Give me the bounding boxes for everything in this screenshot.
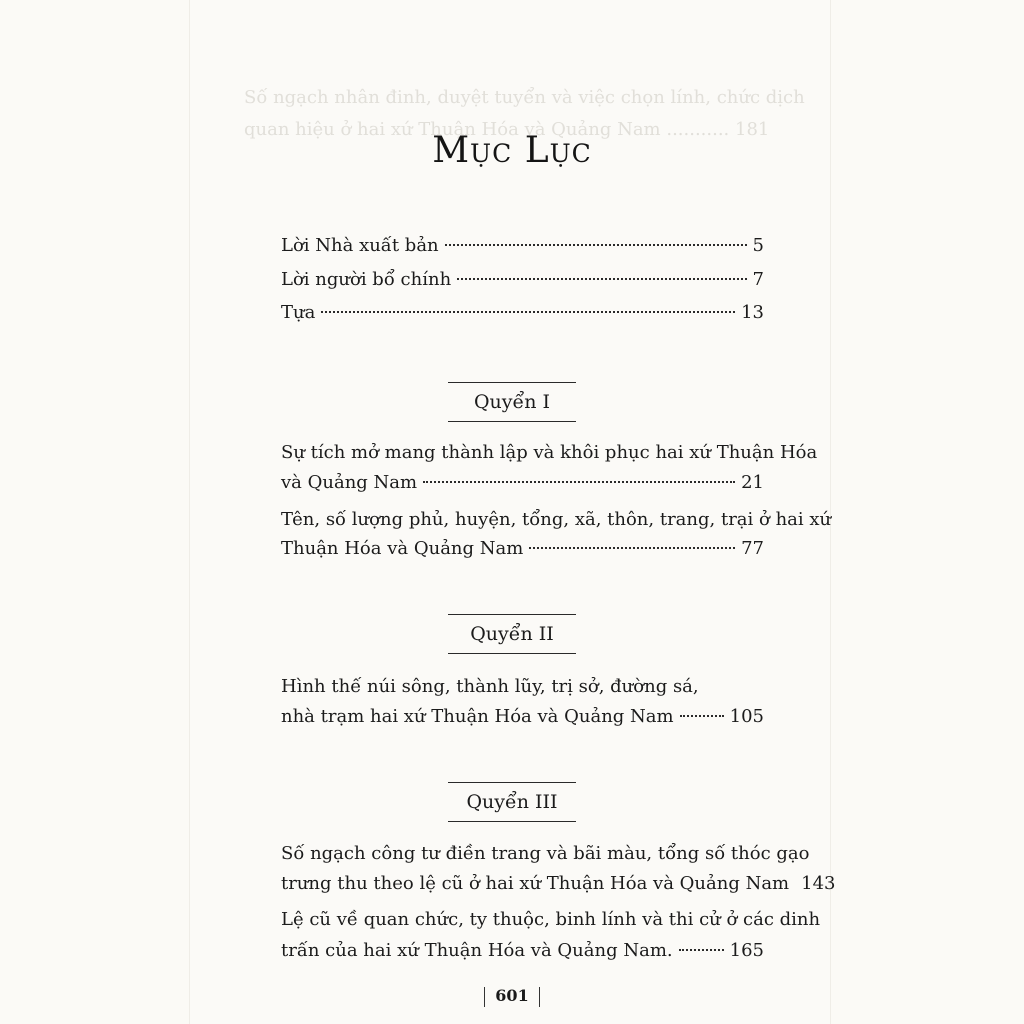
toc-entry-label: và Quảng Nam [281,472,418,493]
dot-leader [680,714,724,717]
section-heading [0,782,1024,822]
page-number-text: 601 [495,986,529,1005]
toc-entry-page: 77 [741,538,764,559]
toc-entry [281,935,764,967]
toc-entry [281,533,764,565]
toc-entry-page: 5 [752,235,764,256]
toc-entry-label: Thuận Hóa và Quảng Nam [281,538,524,559]
section-rule-bottom [448,653,576,654]
toc-entry-label: nhà trạm hai xứ Thuận Hóa và Quảng Nam [281,706,674,727]
toc-entry-label: Lời người bổ chính [281,269,452,290]
dot-leader [321,310,735,313]
page-title: Mục Lục [432,130,592,171]
dot-leader [423,480,735,483]
toc-entry-line: Lệ cũ về quan chức, ty thuộc, binh lính và thi cử ở các dinh [281,909,821,930]
folio-bar-right [539,987,540,1007]
toc-entry-label: trấn của hai xứ Thuận Hóa và Quảng Nam. [281,940,673,961]
toc-entry-label: Lời Nhà xuất bản [281,235,439,256]
dot-leader [679,948,724,951]
toc-entry [281,264,764,296]
toc-entry-line: Hình thế núi sông, thành lũy, trị sở, đường sá, [281,676,699,697]
toc-entry [281,868,836,900]
toc-entry-page: 165 [729,940,764,961]
bleed-through-line-2: quan hiệu ở hai xứ Thuận Hóa và Quảng Nam ........... 181 [244,119,770,140]
toc-entry-line: Tên, số lượng phủ, huyện, tổng, xã, thôn, trang, trại ở hai xứ [281,509,832,530]
toc-entry-page: 105 [729,706,764,727]
bleed-through-line-1: Số ngạch nhân đinh, duyệt tuyển và việc chọn lính, chức dịch [244,87,805,108]
toc-entry-page: 21 [741,472,764,493]
section-heading [0,382,1024,422]
dot-leader [445,243,747,246]
toc-entry [281,467,764,499]
section-name: Quyển I [473,391,551,413]
toc-entry-line: Sự tích mở mang thành lập và khôi phục hai xứ Thuận Hóa [281,442,818,463]
dot-leader [457,277,746,280]
section-name: Quyển III [466,791,558,813]
folio-bar-left [484,987,485,1007]
section-rule-bottom [448,421,576,422]
page-number [0,986,1024,1007]
toc-entry-page: 13 [741,302,764,323]
toc-entry [281,297,764,329]
toc-entry-line: Số ngạch công tư điền trang và bãi màu, tổng số thóc gạo [281,843,810,864]
section-rule-bottom [448,821,576,822]
toc-entry [281,230,764,262]
section-name: Quyển II [470,623,554,645]
dot-leader [529,546,735,549]
toc-entry-label: Tựa [281,302,316,323]
toc-entry-page: 143 [801,873,836,894]
toc-entry-page: 7 [752,269,764,290]
toc-entry [281,701,764,733]
toc-entry-label: trưng thu theo lệ cũ ở hai xứ Thuận Hóa và Quảng Nam [281,873,790,894]
section-heading [0,614,1024,654]
